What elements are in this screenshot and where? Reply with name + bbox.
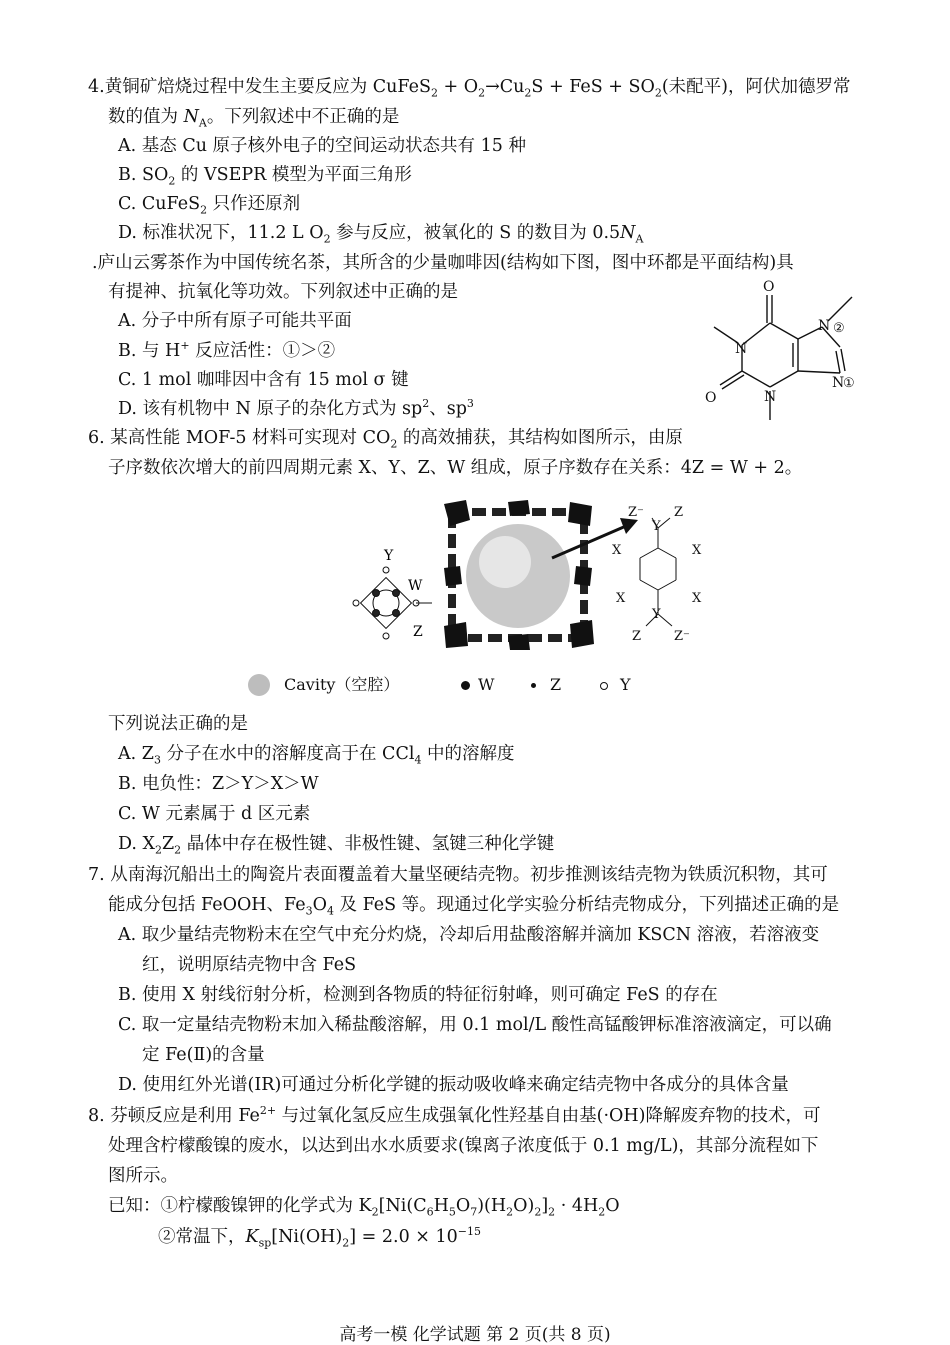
fig-label-z: Z [413, 624, 423, 640]
q5-stem-line2: 有提神、抗氧化等功效。下列叙述中正确的是 [108, 282, 458, 302]
cavity-swatch [248, 674, 270, 696]
q7-stem: 7. 从南海沉船出土的陶瓷片表面覆盖着大量坚硬结壳物。初步推测该结壳物为铁质沉积物，其可 [88, 865, 828, 885]
q5-stem: .庐山云雾茶作为中国传统名茶，其所含的少量咖啡因(结构如下图，图中环都是平面结构)具 [92, 253, 794, 273]
lig-z-minus-top: Z⁻ [628, 505, 644, 520]
mof-framework [444, 500, 594, 650]
o-left-label: O [705, 390, 717, 406]
q6-stem-line2: 子序数依次增大的前四周期元素 X、Y、Z、W 组成，原子序数存在关系：4Z = W + 2。 [108, 458, 803, 478]
o-top-label: O [763, 279, 775, 295]
lig-z-top: Z [674, 505, 684, 520]
w-dot-icon [461, 681, 470, 690]
q6-option-a: A. $Z_3$ 分子在水中的溶解度高于在 CCl$_4$ 中的溶解度 [118, 744, 515, 767]
q7-option-a: A. 取少量结壳物粉末在空气中充分灼烧，冷却后用盐酸溶解并滴加 KSCN 溶液，若溶液变 [118, 925, 820, 945]
lig-z-bottom: Z [632, 629, 642, 644]
q4-option-b: B. $SO_2$ 的 VSEPR 模型为平面三角形 [118, 165, 412, 188]
q7-option-b: B. 使用 X 射线衍射分析，检测到各物质的特征衍射峰，则可确定 FeS 的存在 [118, 985, 718, 1005]
fig-label-y: Y [384, 548, 394, 564]
q8-stem: 8. 芬顿反应是利用 $Fe^{2+}$ 与过氧化氢反应生成强氧化性羟基自由基(·OH)降解废弃物的技术，可 [88, 1104, 821, 1126]
mark-1: ① [843, 376, 855, 391]
legend-cavity: Cavity（空腔） [284, 675, 400, 694]
q5-option-b: B. 与 H+ 反应活性：①＞② [118, 339, 336, 361]
lig-y2: Y [652, 607, 661, 622]
legend-w: W [478, 675, 495, 694]
q4-option-c: C. CuFeS$_2$ 只作还原剂 [118, 194, 301, 217]
q4-stem: 4.黄铜矿焙烧过程中发生主要反应为 CuFeS$_2$ + $O_2\to Cu_2S$ + FeS + $SO_2$(未配平)，阿伏加德罗常 [88, 77, 851, 100]
q7-option-a-line2: 红，说明原结壳物中含 FeS [142, 955, 357, 975]
q4-option-a: A. 基态 Cu 原子核外电子的空间运动状态共有 15 种 [118, 136, 526, 156]
q7-stem-line2: 能成分包括 FeOOH、$Fe_3O_4$ 及 FeS 等。现通过化学实验分析结壳物成分，下列描述正确的是 [108, 895, 840, 918]
caffeine-structure [700, 275, 880, 440]
q5-option-c: C. 1 mol 咖啡因中含有 15 mol σ 键 [118, 370, 409, 390]
q5-option-a: A. 分子中所有原子可能共平面 [118, 311, 352, 331]
legend-y: Y [620, 675, 631, 694]
lig-x4: X [692, 591, 702, 606]
q6-prompt: 下列说法正确的是 [108, 714, 248, 734]
legend-z: Z [550, 675, 562, 694]
q7-option-c: C. 取一定量结壳物粉末加入稀盐酸溶解，用 0.1 mol/L 酸性高锰酸钾标准溶液滴定，可以确 [118, 1015, 832, 1035]
q4-option-d: D. 标准状况下，11.2 L $O_2$ 参与反应，被氧化的 S 的数目为 $0.5N_A$ [118, 223, 644, 246]
q8-known-1: 已知：①柠檬酸镍钾的化学式为 $K_2[Ni(C_6H_5O_7)(H_2O)_2]_2 \cdot 4H_2O$ [108, 1196, 620, 1219]
lig-x1: X [612, 543, 622, 558]
mark-2: ② [833, 321, 845, 336]
figure-legend [248, 672, 668, 698]
y-dot-icon [600, 682, 608, 690]
q8-stem-line3: 图所示。 [108, 1166, 178, 1186]
q7-option-c-line2: 定 Fe(Ⅱ)的含量 [142, 1045, 265, 1065]
q6-option-c: C. W 元素属于 d 区元素 [118, 804, 311, 824]
n3-label: N [764, 389, 777, 405]
q8-known-2: ②常温下，$K_{sp}[Ni(OH)_2] = 2.0 \times 10^{-15}$ [158, 1225, 481, 1250]
q6-option-d: D. $X_2Z_2$ 晶体中存在极性键、非极性键、氢键三种化学键 [118, 834, 555, 857]
n1-label: N [735, 341, 748, 357]
q7-option-d: D. 使用红外光谱(IR)可通过分析化学键的振动吸收峰来确定结壳物中各成分的具体含量 [118, 1075, 789, 1095]
q6-option-b: B. 电负性：Z＞Y＞X＞W [118, 774, 319, 794]
lig-y1: Y [652, 519, 661, 534]
q4-stem-line2: 数的值为 $N_A$。下列叙述中不正确的是 [108, 107, 400, 130]
z-dot-icon [531, 683, 536, 688]
lig-x2: X [692, 543, 702, 558]
n7-label: N [818, 318, 831, 334]
q6-stem: 6. 某高性能 MOF-5 材料可实现对 $CO_2$ 的高效捕获，其结构如图所示，由原 [88, 428, 683, 451]
q8-stem-line2: 处理含柠檬酸镍的废水，以达到出水水质要求(镍离子浓度低于 0.1 mg/L)，其部分流程如下 [108, 1136, 819, 1156]
lig-z-minus-bottom: Z⁻ [674, 629, 690, 644]
fig-label-w: W [408, 578, 423, 594]
q5-option-d: D. 该有机物中 N 原子的杂化方式为 $sp^2$、$sp^3$ [118, 397, 474, 419]
n9-label: N [832, 375, 845, 391]
mof5-figure [340, 490, 740, 660]
lig-x3: X [616, 591, 626, 606]
page-footer: 高考一模 化学试题 第 2 页(共 8 页) [339, 1325, 611, 1345]
